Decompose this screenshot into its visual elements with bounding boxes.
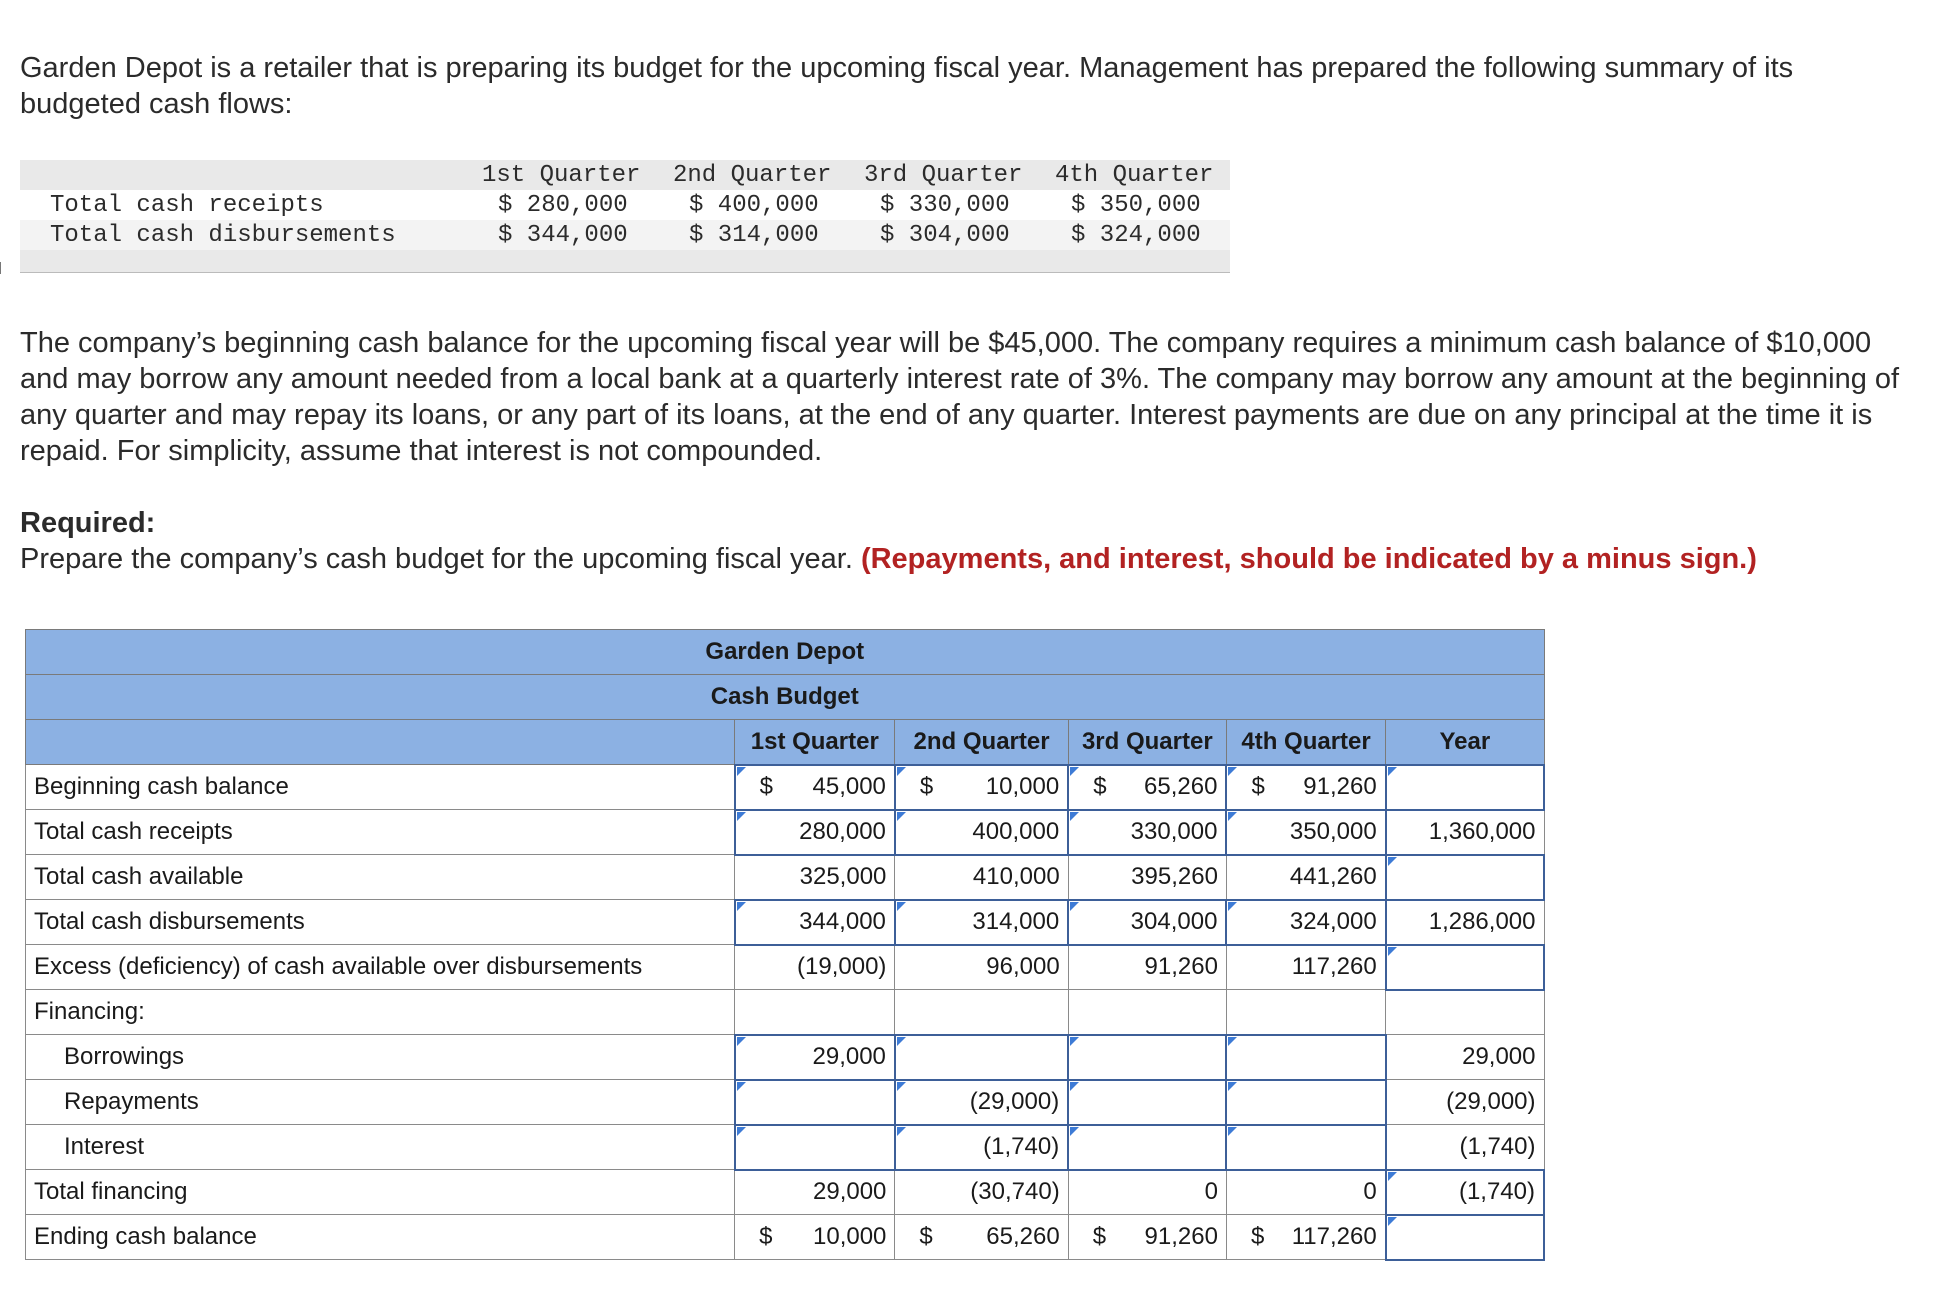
disbursements-q3-input[interactable]: 304,000: [1068, 900, 1226, 945]
beginning-q2-input[interactable]: [895, 765, 1068, 810]
row-label: Total cash available: [26, 855, 735, 900]
interest-year-value: (1,740): [1386, 1125, 1544, 1170]
currency-symbol: $: [759, 1223, 773, 1250]
borrowings-year-value: 29,000: [1386, 1035, 1544, 1080]
available-year-input[interactable]: [1386, 855, 1544, 900]
excess-year-input[interactable]: [1386, 945, 1544, 990]
row-beginning-cash-balance: [26, 765, 1545, 810]
ending-q2-value: [895, 1215, 1068, 1260]
repayments-q1-input[interactable]: [735, 1080, 895, 1125]
row-repayments: [26, 1080, 1545, 1125]
borrowings-q4-input[interactable]: [1226, 1035, 1385, 1080]
cell-value: 45,000: [812, 773, 886, 800]
borrowings-q3-input[interactable]: [1068, 1035, 1226, 1080]
summary-value: $ 304,000: [880, 222, 1010, 249]
divider-tick: [0, 262, 1, 274]
excess-q4-value: 117,260: [1226, 945, 1385, 990]
total-financing-q1-value: 29,000: [735, 1170, 895, 1215]
row-label: Total cash receipts: [26, 810, 735, 855]
summary-table: [20, 160, 1230, 273]
row-total-cash-receipts: [26, 810, 1545, 855]
total-financing-q2-value: (30,740): [895, 1170, 1068, 1215]
receipts-q1-input[interactable]: 280,000: [735, 810, 895, 855]
ending-q3-value: [1068, 1215, 1226, 1260]
available-q4-value: 441,260: [1226, 855, 1385, 900]
row-ending-cash-balance: [26, 1215, 1545, 1260]
repayments-q2-input[interactable]: (29,000): [895, 1080, 1068, 1125]
beginning-q4-input[interactable]: [1226, 765, 1385, 810]
row-total-financing: [26, 1170, 1545, 1215]
required-text: Prepare the company’s cash budget for the upcoming fiscal year.: [20, 543, 853, 575]
currency-symbol: $: [1092, 1223, 1107, 1250]
summary-row-receipts: [20, 190, 1230, 220]
summary-value: $ 344,000: [498, 222, 628, 249]
borrowings-q1-input[interactable]: 29,000: [735, 1035, 895, 1080]
receipts-q3-input[interactable]: 330,000: [1068, 810, 1226, 855]
cell-value: 10,000: [813, 1223, 887, 1250]
cell-value: 91,260: [1144, 1223, 1218, 1250]
column-header-year: Year: [1386, 720, 1544, 765]
column-header-q4: 4th Quarter: [1226, 720, 1385, 765]
summary-header-q4: 4th Quarter: [1055, 162, 1214, 189]
currency-symbol: $: [1251, 773, 1265, 800]
currency-symbol: $: [919, 773, 934, 800]
available-q1-value: 325,000: [735, 855, 895, 900]
row-label: Total financing: [26, 1170, 735, 1215]
column-header-blank: [26, 720, 735, 765]
interest-q3-input[interactable]: [1068, 1125, 1226, 1170]
summary-value: $ 400,000: [689, 192, 819, 219]
currency-symbol: $: [1250, 1223, 1265, 1250]
summary-row-disbursements: [20, 220, 1230, 250]
currency-symbol: $: [1093, 773, 1107, 800]
cash-budget-table: [25, 629, 1545, 1261]
beginning-year-input[interactable]: [1386, 765, 1544, 810]
excess-q1-value: (19,000): [735, 945, 895, 990]
cell-value: 10,000: [985, 773, 1060, 800]
repayments-year-value: (29,000): [1386, 1080, 1544, 1125]
empty-cell: [1226, 990, 1385, 1035]
required-paragraph: [20, 541, 1900, 577]
row-label: Borrowings: [26, 1035, 735, 1080]
summary-header-q2: 2nd Quarter: [673, 162, 832, 189]
receipts-year-value: 1,360,000: [1386, 810, 1544, 855]
column-header-q2: 2nd Quarter: [895, 720, 1068, 765]
budget-title: Cash Budget: [26, 675, 1545, 720]
currency-symbol: $: [759, 773, 774, 800]
row-interest: [26, 1125, 1545, 1170]
ending-year-input[interactable]: [1386, 1215, 1544, 1260]
summary-header-q1: 1st Quarter: [482, 162, 641, 189]
row-label: Beginning cash balance: [26, 765, 735, 810]
beginning-q1-input[interactable]: [735, 765, 895, 810]
available-q2-value: 410,000: [895, 855, 1068, 900]
interest-q1-input[interactable]: [735, 1125, 895, 1170]
ending-q4-value: [1226, 1215, 1385, 1260]
summary-value: $ 324,000: [1071, 222, 1201, 249]
row-label: Excess (deficiency) of cash available over disbursements: [26, 945, 735, 990]
borrowings-q2-input[interactable]: [895, 1035, 1068, 1080]
interest-q2-input[interactable]: (1,740): [895, 1125, 1068, 1170]
summary-value: $ 330,000: [880, 192, 1010, 219]
row-excess-deficiency: [26, 945, 1545, 990]
ending-q1-value: [735, 1215, 895, 1260]
cell-value: 65,260: [1144, 773, 1218, 800]
cell-value: 91,260: [1303, 773, 1377, 800]
row-label: Ending cash balance: [26, 1215, 735, 1260]
excess-q2-value: 96,000: [895, 945, 1068, 990]
row-financing-heading: [26, 990, 1545, 1035]
empty-cell: [735, 990, 895, 1035]
summary-value: $ 350,000: [1071, 192, 1201, 219]
summary-value: $ 280,000: [498, 192, 628, 219]
column-header-q1: 1st Quarter: [735, 720, 895, 765]
row-label: Repayments: [26, 1080, 735, 1125]
summary-footer-bar: [20, 250, 1230, 273]
required-heading: Required:: [20, 507, 156, 539]
disbursements-q2-input[interactable]: 314,000: [895, 900, 1068, 945]
available-q3-value: 395,260: [1068, 855, 1226, 900]
column-header-q3: 3rd Quarter: [1068, 720, 1226, 765]
summary-label: Total cash receipts: [50, 192, 324, 219]
total-financing-q3-value: 0: [1068, 1170, 1226, 1215]
currency-symbol: $: [919, 1223, 933, 1250]
disbursements-q1-input[interactable]: 344,000: [735, 900, 895, 945]
budget-company-name: Garden Depot: [26, 630, 1545, 675]
row-total-cash-available: [26, 855, 1545, 900]
row-borrowings: [26, 1035, 1545, 1080]
beginning-q3-input[interactable]: [1068, 765, 1226, 810]
budget-column-header-row: [26, 720, 1545, 765]
cell-value: 117,260: [1291, 1223, 1377, 1250]
info-paragraph: The company’s beginning cash balance for the upcoming fiscal year will be $45,000. The company requires a minimum cash balance of $10,000 and may borrow any amount needed from a local bank at a quarterly interest rate of 3%. The company may borrow any amount at the beginning of any quarter and may repay its loans, or any part of its loans, at the end of any quarter. Interest payments are due on any principal at the time it is repaid. For simplicity, assume that interest is not compounded.: [20, 327, 1900, 467]
intro-paragraph: Garden Depot is a retailer that is preparing its budget for the upcoming fiscal year. Management has prepared the following summary of its budgeted cash flows:: [20, 52, 1794, 120]
total-financing-q4-value: 0: [1226, 1170, 1385, 1215]
interest-q4-input[interactable]: [1226, 1125, 1385, 1170]
empty-cell: [1068, 990, 1226, 1035]
disbursements-q4-input[interactable]: 324,000: [1226, 900, 1385, 945]
empty-cell: [895, 990, 1068, 1035]
row-total-cash-disbursements: [26, 900, 1545, 945]
receipts-q4-input[interactable]: 350,000: [1226, 810, 1385, 855]
budget-title-row: [26, 675, 1545, 720]
disbursements-year-value: 1,286,000: [1386, 900, 1544, 945]
row-label: Financing:: [26, 990, 735, 1035]
required-note: (Repayments, and interest, should be indicated by a minus sign.): [860, 543, 1757, 575]
empty-cell: [1386, 990, 1544, 1035]
total-financing-year-input[interactable]: (1,740): [1386, 1170, 1544, 1215]
cell-value: 65,260: [986, 1223, 1060, 1250]
summary-header-row: [20, 160, 1230, 190]
row-label: Total cash disbursements: [26, 900, 735, 945]
summary-label: Total cash disbursements: [50, 222, 396, 249]
budget-company-row: [26, 630, 1545, 675]
excess-q3-value: 91,260: [1068, 945, 1226, 990]
repayments-q3-input[interactable]: [1068, 1080, 1226, 1125]
summary-value: $ 314,000: [689, 222, 819, 249]
repayments-q4-input[interactable]: [1226, 1080, 1385, 1125]
row-label: Interest: [26, 1125, 735, 1170]
receipts-q2-input[interactable]: 400,000: [895, 810, 1068, 855]
summary-header-q3: 3rd Quarter: [864, 162, 1023, 189]
